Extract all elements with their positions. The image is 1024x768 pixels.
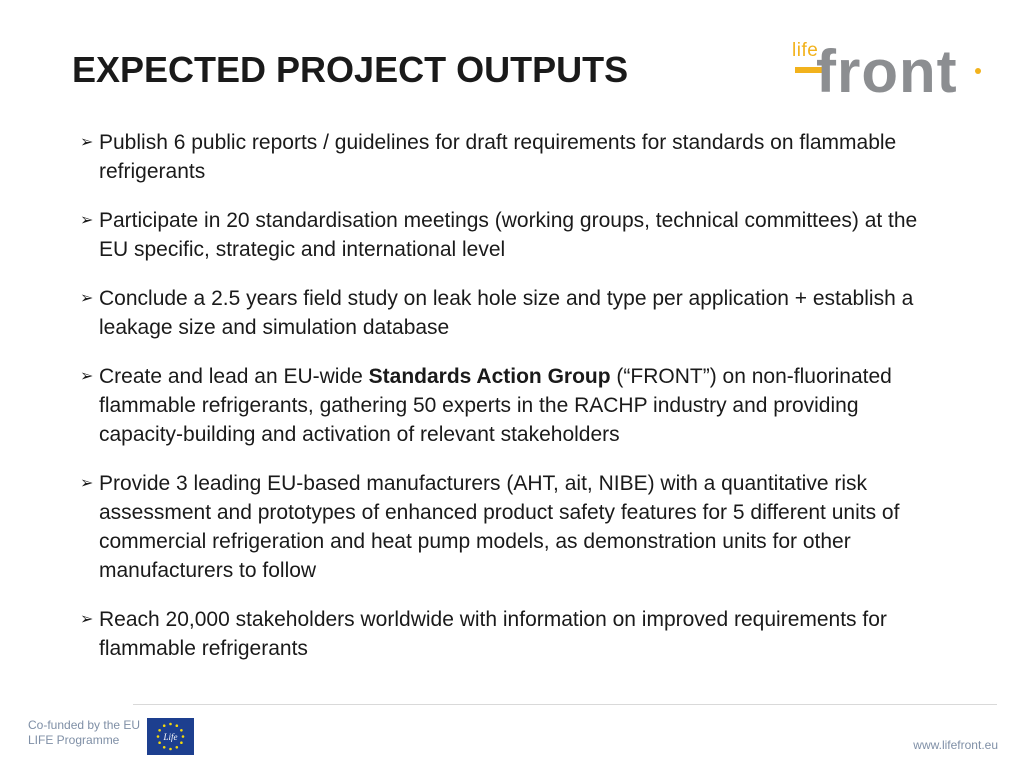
footer-divider bbox=[133, 704, 997, 705]
bullet-text bbox=[99, 365, 892, 446]
right-arrowhead-icon: ➢ bbox=[80, 611, 94, 628]
list-item bbox=[80, 284, 920, 342]
right-arrowhead-icon: ➢ bbox=[80, 290, 94, 307]
right-arrowhead-icon: ➢ bbox=[80, 368, 94, 385]
bullet-text: Conclude a 2.5 years field study on leak hole size and type per application + establish a leakage size and simulation database bbox=[99, 287, 914, 339]
list-item bbox=[80, 362, 920, 449]
slide-title: EXPECTED PROJECT OUTPUTS bbox=[72, 49, 629, 90]
bullet-text: Reach 20,000 stakeholders worldwide with information on improved requirements for flammable refrigerants bbox=[99, 608, 887, 660]
bullet-text: Provide 3 leading EU-based manufacturers (AHT, ait, NIBE) with a quantitative risk assessment and prototypes of enhanced product safety features for 5 different units of commercial refrigeration and heat pump models, as demonstration units for other manufacturers to follow bbox=[99, 472, 900, 582]
right-arrowhead-icon: ➢ bbox=[80, 134, 94, 151]
list-item bbox=[80, 206, 920, 264]
logo-accent-dot bbox=[975, 68, 981, 74]
cofunded-line-1: Co-funded by the EU bbox=[28, 718, 141, 732]
bullet-text: Participate in 20 standardisation meetings (working groups, technical committees) at the EU specific, strategic and international level bbox=[99, 209, 918, 261]
right-arrowhead-icon: ➢ bbox=[80, 212, 94, 229]
logo-word: front bbox=[816, 38, 958, 105]
list-item bbox=[80, 469, 920, 585]
bullet-text-bold: Standards Action Group bbox=[368, 365, 611, 388]
flag-text: Life bbox=[163, 732, 178, 742]
output-list bbox=[80, 128, 920, 683]
cofunded-line-2: LIFE Programme bbox=[28, 733, 120, 747]
cofunded-notice bbox=[28, 718, 140, 748]
bullet-text-pre: Create and lead an EU-wide bbox=[99, 365, 369, 388]
logo-prefix: life bbox=[792, 40, 819, 61]
list-item bbox=[80, 128, 920, 186]
bullet-text-post: (“FRONT”) on non-fluorinated flammable refrigerants, gathering 50 experts in the RACHP industry and providing capacity-building and activation of relevant stakeholders bbox=[99, 365, 892, 446]
lifefront-logo bbox=[792, 38, 992, 105]
bullet-text: Publish 6 public reports / guidelines for draft requirements for standards on flammable refrigerants bbox=[99, 131, 897, 183]
right-arrowhead-icon: ➢ bbox=[80, 475, 94, 492]
website-url: www.lifefront.eu bbox=[913, 738, 998, 752]
list-item bbox=[80, 605, 920, 663]
eu-life-flag-icon bbox=[147, 718, 194, 755]
